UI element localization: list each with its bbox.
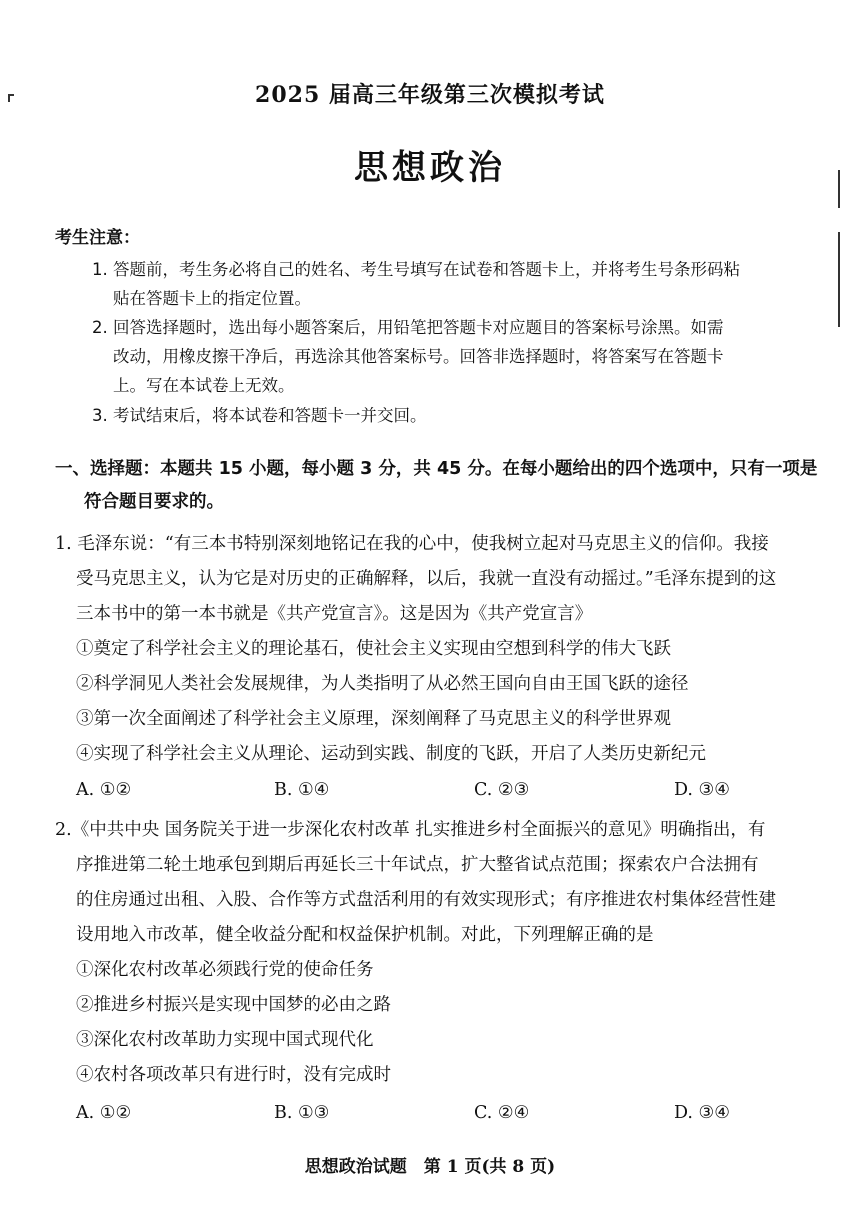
question-1-statement: ④实现了科学社会主义从理论、运动到实践、制度的飞跃，开启了人类历史新纪元 [76, 744, 706, 764]
notice-line: 1. 答题前，考生务必将自己的姓名、考生号填写在试卷和答题卡上，并将考生号条形码粘 [92, 260, 740, 279]
question-2-statement: ③深化农村改革助力实现中国式现代化 [76, 1030, 374, 1050]
section-heading: 一、选择题：本题共 15 小题，每小题 3 分，共 45 分。在每小题给出的四个选项中，只有一项是 [55, 459, 818, 479]
section-heading-cont: 符合题目要求的。 [84, 492, 224, 512]
question-2-statement: ①深化农村改革必须践行党的使命任务 [76, 960, 374, 980]
question-1-option-d: D. ③④ [674, 780, 730, 800]
notice-line: 2. 回答选择题时，选出每小题答案后，用铅笔把答题卡对应题目的答案标号涂黑。如需 [92, 318, 724, 337]
notice-line: 上。写在本试卷上无效。 [113, 376, 295, 395]
edge-mark [838, 232, 840, 327]
notice-line: 改动，用橡皮擦干净后，再选涂其他答案标号。回答非选择题时，将答案写在答题卡 [113, 347, 724, 366]
question-1-statement: ②科学洞见人类社会发展规律，为人类指明了从必然王国向自由王国飞跃的途径 [76, 674, 689, 694]
exam-title: 2025 届高三年级第三次模拟考试 [255, 82, 605, 108]
notice-heading: 考生注意： [55, 228, 140, 248]
question-2-stem: 设用地入市改革，健全收益分配和权益保护机制。对此，下列理解正确的是 [76, 925, 654, 945]
question-1-stem: 三本书中的第一本书就是《共产党宣言》。这是因为《共产党宣言》 [76, 604, 593, 624]
question-1-stem: 受马克思主义，认为它是对历史的正确解释，以后，我就一直没有动摇过。”毛泽东提到的这 [76, 569, 777, 589]
question-2-stem: 2.《中共中央 国务院关于进一步深化农村改革 扎实推进乡村全面振兴的意见》明确指出，有 [55, 820, 766, 840]
question-2-option-c: C. ②④ [474, 1103, 530, 1123]
notice-line: 贴在答题卡上的指定位置。 [113, 289, 311, 308]
question-2-stem: 的住房通过出租、入股、合作等方式盘活利用的有效实现形式；有序推进农村集体经营性建 [76, 890, 776, 910]
page-footer: 思想政治试题 第 1 页(共 8 页) [304, 1157, 556, 1177]
question-1-stem: 1. 毛泽东说：“有三本书特别深刻地铭记在我的心中，使我树立起对马克思主义的信仰。我接 [55, 534, 769, 554]
notice-line: 3. 考试结束后，将本试卷和答题卡一并交回。 [92, 406, 427, 425]
question-2-statement: ②推进乡村振兴是实现中国梦的必由之路 [76, 995, 391, 1015]
question-1-statement: ①奠定了科学社会主义的理论基石，使社会主义实现由空想到科学的伟大飞跃 [76, 639, 671, 659]
question-1-statement: ③第一次全面阐述了科学社会主义原理，深刻阐释了马克思主义的科学世界观 [76, 709, 671, 729]
question-2-option-d: D. ③④ [674, 1103, 730, 1123]
question-1-option-c: C. ②③ [474, 780, 530, 800]
question-2-statement: ④农村各项改革只有进行时，没有完成时 [76, 1065, 391, 1085]
question-2-stem: 序推进第二轮土地承包到期后再延长三十年试点，扩大整省试点范围；探索农户合法拥有 [76, 855, 759, 875]
question-2-option-a: A. ①② [76, 1103, 132, 1123]
subject-title: 思想政治 [354, 148, 506, 188]
question-1-option-b: B. ①④ [274, 780, 330, 800]
question-2-option-b: B. ①③ [274, 1103, 330, 1123]
question-1-option-a: A. ①② [76, 780, 132, 800]
